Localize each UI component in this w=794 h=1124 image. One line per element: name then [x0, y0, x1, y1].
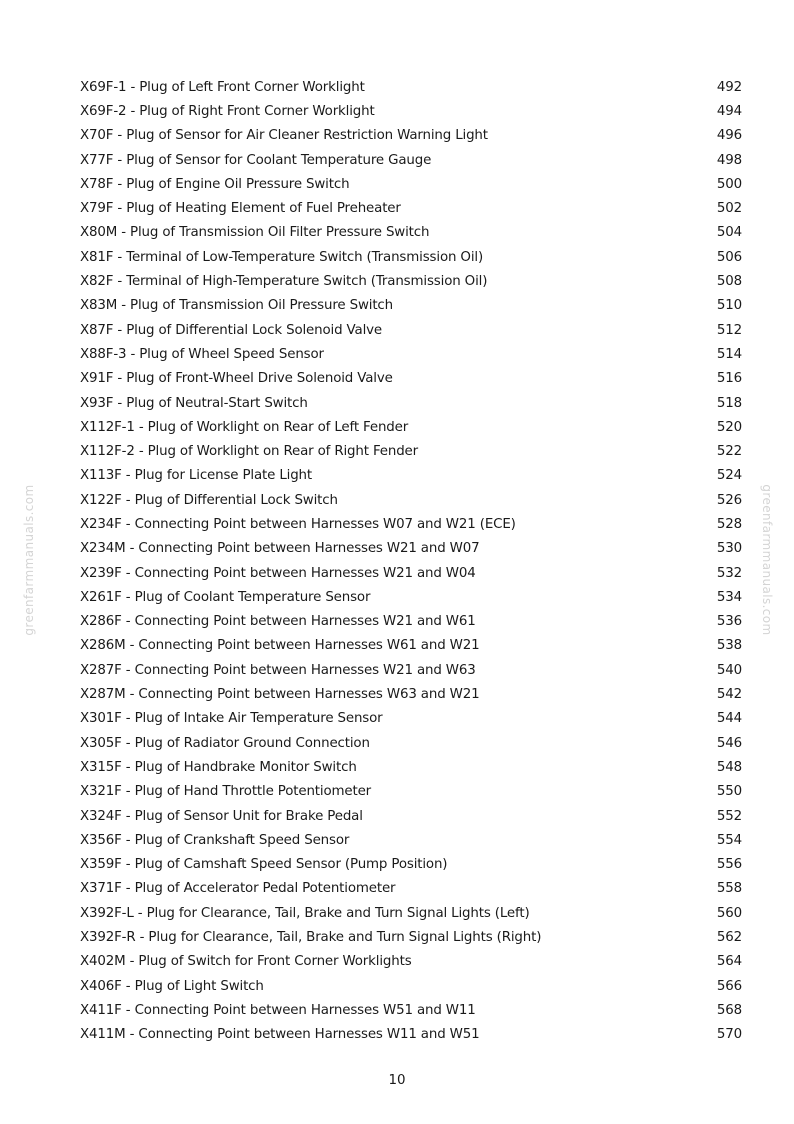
- table-of-contents: [80, 75, 742, 1047]
- toc-entry[interactable]: [80, 391, 742, 415]
- toc-entry[interactable]: [80, 682, 742, 706]
- toc-entry-title: X324F - Plug of Sensor Unit for Brake Pedal: [80, 808, 363, 824]
- toc-entry-title: X88F-3 - Plug of Wheel Speed Sensor: [80, 346, 324, 362]
- toc-entry[interactable]: [80, 561, 742, 585]
- toc-entry-page: 498: [716, 152, 742, 168]
- toc-entry-title: X78F - Plug of Engine Oil Pressure Switch: [80, 176, 350, 192]
- toc-entry-page: 570: [716, 1027, 742, 1043]
- toc-entry-page: 562: [716, 930, 742, 946]
- toc-entry-page: 566: [716, 978, 742, 994]
- toc-entry-page: 532: [716, 565, 742, 581]
- page-number: 10: [388, 1073, 406, 1088]
- toc-entry-page: 540: [716, 662, 742, 678]
- toc-entry-page: 536: [716, 614, 742, 630]
- toc-entry-title: X81F - Terminal of Low-Temperature Switch (Transmission Oil): [80, 249, 484, 265]
- toc-entry-page: 558: [716, 881, 742, 897]
- watermark-left: greenfarmmanuals.com: [22, 484, 36, 636]
- toc-entry-title: X301F - Plug of Intake Air Temperature Sensor: [80, 711, 383, 727]
- toc-entry-title: X392F-R - Plug for Clearance, Tail, Brake and Turn Signal Lights (Right): [80, 930, 542, 946]
- toc-entry-title: X286M - Connecting Point between Harnesses W61 and W21: [80, 638, 480, 654]
- toc-entry-page: 564: [716, 954, 742, 970]
- toc-entry-title: X112F-2 - Plug of Worklight on Rear of Right Fender: [80, 444, 418, 460]
- toc-entry-title: X392F-L - Plug for Clearance, Tail, Brake and Turn Signal Lights (Left): [80, 905, 530, 921]
- toc-entry-page: 524: [716, 468, 742, 484]
- toc-entry-title: X371F - Plug of Accelerator Pedal Potentiometer: [80, 881, 396, 897]
- toc-entry[interactable]: [80, 877, 742, 901]
- toc-entry-page: 544: [716, 711, 742, 727]
- toc-entry-page: 516: [716, 371, 742, 387]
- toc-entry[interactable]: [80, 367, 742, 391]
- toc-entry[interactable]: [80, 245, 742, 269]
- toc-entry-page: 568: [716, 1002, 742, 1018]
- toc-entry-page: 504: [716, 225, 742, 241]
- toc-entry-title: X234M - Connecting Point between Harnesses W21 and W07: [80, 541, 480, 557]
- toc-entry[interactable]: [80, 853, 742, 877]
- toc-entry-page: 506: [716, 249, 742, 265]
- toc-entry[interactable]: [80, 585, 742, 609]
- toc-entry-title: X77F - Plug of Sensor for Coolant Temperature Gauge: [80, 152, 432, 168]
- toc-entry-page: 556: [716, 857, 742, 873]
- toc-entry-page: 520: [716, 419, 742, 435]
- toc-entry[interactable]: [80, 610, 742, 634]
- toc-entry-title: X239F - Connecting Point between Harnesses W21 and W04: [80, 565, 476, 581]
- toc-entry[interactable]: [80, 1023, 742, 1047]
- toc-entry-page: 530: [716, 541, 742, 557]
- toc-entry[interactable]: [80, 901, 742, 925]
- toc-entry-title: X402M - Plug of Switch for Front Corner Worklights: [80, 954, 412, 970]
- watermark-right: greenfarmmanuals.com: [760, 484, 774, 636]
- toc-entry[interactable]: [80, 828, 742, 852]
- toc-entry-title: X69F-2 - Plug of Right Front Corner Worklight: [80, 103, 375, 119]
- toc-entry-title: X305F - Plug of Radiator Ground Connection: [80, 735, 370, 751]
- toc-entry-title: X69F-1 - Plug of Left Front Corner Worklight: [80, 79, 365, 95]
- toc-entry-title: X411M - Connecting Point between Harnesses W11 and W51: [80, 1027, 480, 1043]
- toc-entry-title: X287M - Connecting Point between Harnesses W63 and W21: [80, 687, 480, 703]
- toc-entry[interactable]: [80, 512, 742, 536]
- toc-entry-page: 526: [716, 492, 742, 508]
- toc-entry-title: X113F - Plug for License Plate Light: [80, 468, 312, 484]
- toc-entry-page: 522: [716, 444, 742, 460]
- toc-entry[interactable]: [80, 537, 742, 561]
- toc-entry-page: 548: [716, 759, 742, 775]
- toc-entry[interactable]: [80, 974, 742, 998]
- toc-entry[interactable]: [80, 221, 742, 245]
- toc-entry[interactable]: [80, 658, 742, 682]
- toc-entry-title: X80M - Plug of Transmission Oil Filter Pressure Switch: [80, 225, 430, 241]
- toc-entry-page: 552: [716, 808, 742, 824]
- toc-entry-page: 518: [716, 395, 742, 411]
- toc-entry-title: X315F - Plug of Handbrake Monitor Switch: [80, 759, 357, 775]
- toc-entry[interactable]: [80, 294, 742, 318]
- toc-entry-page: 550: [716, 784, 742, 800]
- toc-entry[interactable]: [80, 464, 742, 488]
- toc-entry[interactable]: [80, 439, 742, 463]
- toc-entry[interactable]: [80, 950, 742, 974]
- toc-entry-page: 496: [716, 128, 742, 144]
- toc-entry-title: X79F - Plug of Heating Element of Fuel Preheater: [80, 201, 401, 217]
- toc-entry[interactable]: [80, 342, 742, 366]
- toc-entry[interactable]: [80, 196, 742, 220]
- toc-entry-title: X356F - Plug of Crankshaft Speed Sensor: [80, 832, 350, 848]
- toc-entry-page: 546: [716, 735, 742, 751]
- toc-entry-page: 560: [716, 905, 742, 921]
- toc-entry-page: 534: [716, 589, 742, 605]
- toc-entry[interactable]: [80, 925, 742, 949]
- toc-entry[interactable]: [80, 707, 742, 731]
- toc-entry-page: 542: [716, 687, 742, 703]
- toc-entry-title: X261F - Plug of Coolant Temperature Sensor: [80, 589, 371, 605]
- toc-entry-page: 508: [716, 274, 742, 290]
- toc-entry-page: 554: [716, 832, 742, 848]
- toc-entry-title: X91F - Plug of Front-Wheel Drive Solenoid Valve: [80, 371, 393, 387]
- toc-entry-title: X83M - Plug of Transmission Oil Pressure Switch: [80, 298, 393, 314]
- toc-entry-title: X321F - Plug of Hand Throttle Potentiometer: [80, 784, 372, 800]
- toc-entry[interactable]: [80, 998, 742, 1022]
- toc-entry-title: X122F - Plug of Differential Lock Switch: [80, 492, 338, 508]
- toc-entry[interactable]: [80, 124, 742, 148]
- toc-entry[interactable]: [80, 172, 742, 196]
- toc-entry-title: X93F - Plug of Neutral-Start Switch: [80, 395, 308, 411]
- toc-entry-title: X406F - Plug of Light Switch: [80, 978, 264, 994]
- toc-entry[interactable]: [80, 99, 742, 123]
- toc-entry-title: X87F - Plug of Differential Lock Solenoid Valve: [80, 322, 383, 338]
- toc-entry-page: 538: [716, 638, 742, 654]
- toc-entry-title: X234F - Connecting Point between Harnesses W07 and W21 (ECE): [80, 516, 516, 532]
- toc-entry-page: 494: [716, 103, 742, 119]
- toc-entry-title: X70F - Plug of Sensor for Air Cleaner Restriction Warning Light: [80, 128, 488, 144]
- toc-entry-title: X82F - Terminal of High-Temperature Switch (Transmission Oil): [80, 274, 488, 290]
- toc-entry[interactable]: [80, 415, 742, 439]
- toc-entry-title: X287F - Connecting Point between Harnesses W21 and W63: [80, 662, 476, 678]
- toc-entry-page: 512: [716, 322, 742, 338]
- toc-entry-page: 528: [716, 516, 742, 532]
- toc-entry[interactable]: [80, 755, 742, 779]
- toc-entry[interactable]: [80, 488, 742, 512]
- toc-entry-title: X411F - Connecting Point between Harnesses W51 and W11: [80, 1002, 476, 1018]
- toc-entry[interactable]: [80, 780, 742, 804]
- toc-entry-page: 492: [716, 79, 742, 95]
- toc-entry-title: X112F-1 - Plug of Worklight on Rear of Left Fender: [80, 419, 409, 435]
- toc-entry-page: 510: [716, 298, 742, 314]
- toc-entry[interactable]: [80, 148, 742, 172]
- toc-entry-page: 514: [716, 346, 742, 362]
- toc-entry[interactable]: [80, 634, 742, 658]
- toc-entry[interactable]: [80, 318, 742, 342]
- toc-entry-page: 502: [716, 201, 742, 217]
- toc-entry-title: X359F - Plug of Camshaft Speed Sensor (Pump Position): [80, 857, 448, 873]
- toc-entry-page: 500: [716, 176, 742, 192]
- toc-entry[interactable]: [80, 804, 742, 828]
- toc-entry[interactable]: [80, 75, 742, 99]
- toc-entry[interactable]: [80, 731, 742, 755]
- toc-entry[interactable]: [80, 269, 742, 293]
- toc-entry-title: X286F - Connecting Point between Harnesses W21 and W61: [80, 614, 476, 630]
